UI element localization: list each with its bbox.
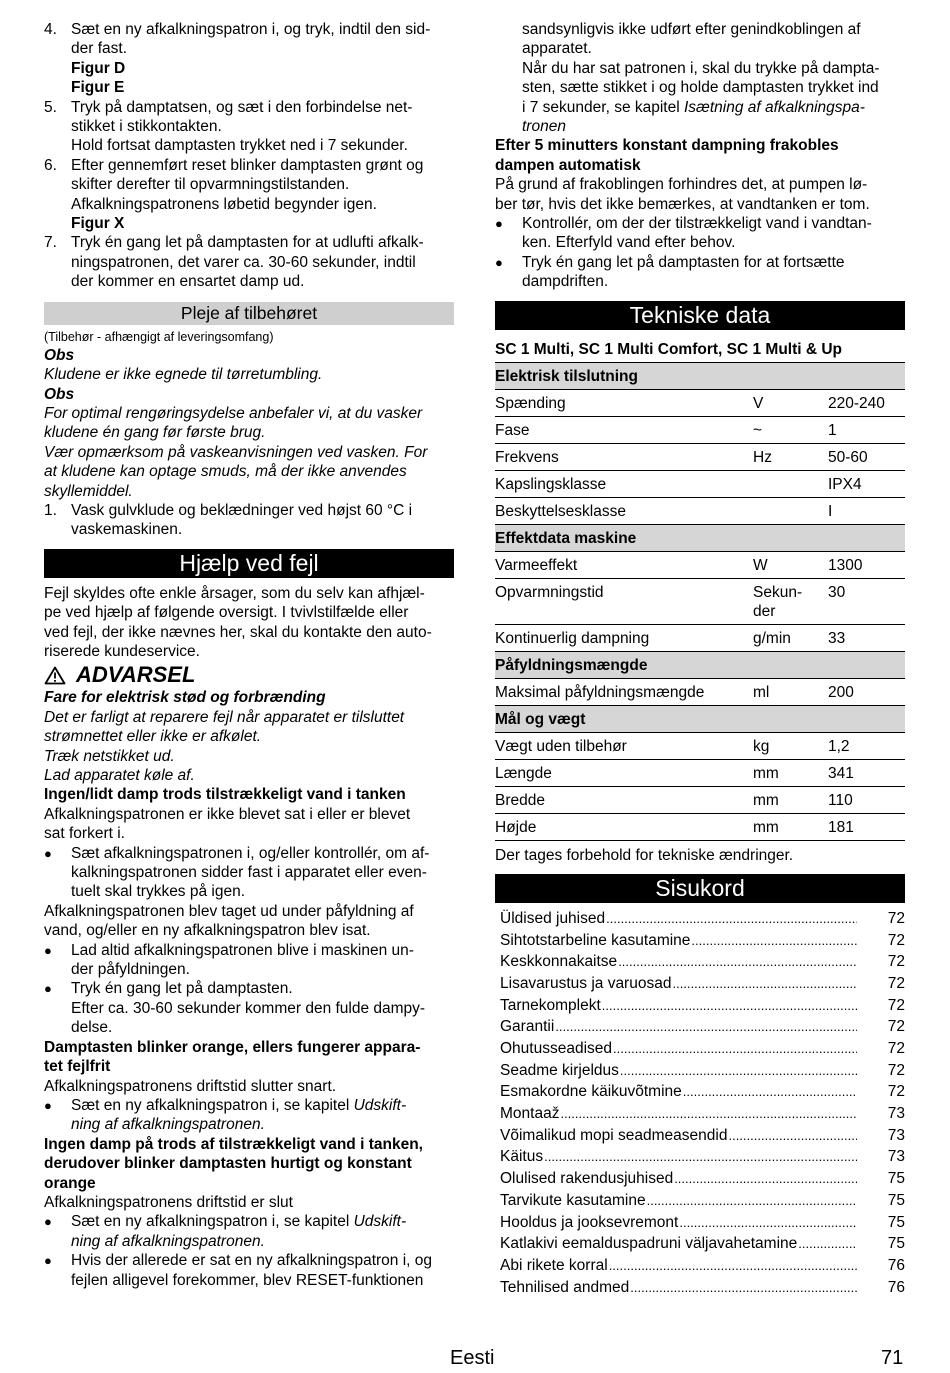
obs-text: Vær opmærksom på vaskeanvisningen ved vasken. For: [44, 443, 428, 461]
warning-text: Det er farligt at reparere fejl når apparatet er tilsluttet: [44, 708, 405, 726]
bullet-item: [44, 979, 454, 1037]
spec-unit: [753, 470, 828, 497]
spec-value: 1,2: [828, 732, 905, 759]
care-subtitle: (Tilbehør - afhængigt af leveringsomfang): [44, 329, 274, 344]
body-text-part: i 7 sekunder, se kapitel: [522, 98, 684, 116]
table-title: SC 1 Multi, SC 1 Multi Comfort, SC 1 Multi & Up: [495, 336, 905, 363]
table-row: [495, 624, 905, 651]
fault-title: Damptasten blinker orange, ellers fungerer appara-: [44, 1038, 421, 1056]
tech-data-table: [495, 336, 905, 841]
toc-entry[interactable]: [500, 1234, 905, 1256]
table-row: [495, 678, 905, 705]
toc-entry-label: Montaaž: [500, 1105, 560, 1123]
table-row: [495, 786, 905, 813]
toc-entry[interactable]: [500, 1191, 905, 1213]
spec-unit: [753, 497, 828, 524]
spec-value: 1: [828, 416, 905, 443]
step-text: Efter gennemført reset blinker damptasten grønt og: [71, 156, 424, 174]
section-label: Effektdata maskine: [495, 524, 905, 551]
table-row: [495, 732, 905, 759]
step-number: 1.: [44, 501, 57, 519]
bullet-icon: ●: [44, 1253, 52, 1269]
obs-label: Obs: [44, 385, 75, 403]
toc-leader-dots: [544, 1147, 857, 1166]
warning-triangle-icon: [44, 666, 66, 685]
warning-text: Træk netstikket ud.: [44, 747, 175, 765]
bullet-item: [495, 253, 905, 292]
step-5: [44, 98, 454, 156]
spec-label: Længde: [495, 759, 753, 786]
bullet-text: Tryk én gang let på damptasten for at fortsætte: [522, 253, 845, 271]
toc-leader-dots: [674, 1169, 857, 1188]
toc-entry-page: 72: [887, 931, 905, 949]
spec-value: 220-240: [828, 389, 905, 416]
figure-ref: Figur X: [71, 215, 125, 233]
chapter-reference: ning af afkalkningspatronen.: [71, 1232, 265, 1250]
step-text: Sæt en ny afkalkningspatron i, og tryk, indtil den sid-: [71, 21, 431, 38]
step-number: 6.: [44, 156, 57, 174]
figure-ref: Figur E: [71, 79, 125, 97]
bullet-icon: ●: [44, 1214, 52, 1230]
toc-entry-label: Võimalikud mopi seadmeasendid: [500, 1126, 728, 1144]
chapter-reference: tronen: [522, 118, 566, 136]
chapter-reference: ning af afkalkningspatronen.: [71, 1116, 265, 1134]
toc-entry-label: Tehnilised andmed: [500, 1278, 630, 1296]
spec-unit: Sekun- der: [753, 578, 828, 624]
toc-entry[interactable]: [500, 1126, 905, 1148]
toc-entry[interactable]: [500, 1104, 905, 1126]
obs-text: at kludene kan optage smuds, må der ikke anvendes: [44, 463, 407, 481]
step-text: vaskemaskinen.: [71, 521, 183, 539]
bullet-item: [44, 941, 454, 980]
footer-language: Eesti: [450, 1347, 495, 1369]
toc-entry-label: Hooldus ja jooksevremont: [500, 1213, 679, 1231]
table-section-row: [495, 651, 905, 678]
tech-note: Der tages forbehold for tekniske ændringer.: [495, 846, 794, 864]
table-section-row: [495, 705, 905, 732]
bullet-icon: ●: [44, 981, 52, 997]
toc-entry-page: 76: [887, 1278, 905, 1296]
toc-entry[interactable]: [500, 1213, 905, 1235]
toc-entry-label: Tarvikute kasutamine: [500, 1191, 646, 1209]
toc-entry-page: 73: [887, 1126, 905, 1144]
toc-leader-dots: [618, 952, 857, 971]
fault-title: Efter 5 minutters konstant dampning frakobles: [495, 137, 839, 155]
spec-label: Fase: [495, 416, 753, 443]
table-row: [495, 551, 905, 578]
obs-label: Obs: [44, 346, 75, 364]
right-column: [495, 20, 905, 1299]
toc-entry-label: Abi rikete korral: [500, 1256, 608, 1274]
bullet-icon: ●: [44, 845, 52, 861]
step-text: skifter derefter til opvarmningstilstanden.: [71, 176, 350, 194]
toc-leader-dots: [728, 1126, 857, 1145]
spec-value: 110: [828, 786, 905, 813]
warning-text: strømnettet eller ikke er afkølet.: [44, 728, 262, 746]
toc-leader-dots: [560, 1104, 857, 1123]
step-number: 7.: [44, 234, 57, 252]
toc-entry-page: 73: [887, 1148, 905, 1166]
help-heading: Hjælp ved fejl: [44, 549, 454, 578]
spec-value: IPX4: [828, 470, 905, 497]
toc-entry[interactable]: [500, 1061, 905, 1083]
toc-entry-page: 72: [887, 1018, 905, 1036]
toc-leader-dots: [630, 1278, 857, 1297]
spec-label: Varmeeffekt: [495, 551, 753, 578]
spec-unit: V: [753, 389, 828, 416]
body-text: sandsynligvis ikke udført efter genindkoblingen af: [522, 21, 861, 38]
spec-value: I: [828, 497, 905, 524]
step-text: Hold fortsat damptasten trykket ned i 7 sekunder.: [71, 137, 408, 155]
bullet-text-part: Sæt en ny afkalkningspatron i, se kapitel: [71, 1213, 354, 1231]
body-text: sten, sætte stikket i og holde damptasten trykket ind: [522, 79, 879, 97]
spec-unit: W: [753, 551, 828, 578]
fault-title: Ingen damp på trods af tilstrækkeligt vand i tanken,: [44, 1135, 423, 1153]
toc-entry-page: 72: [887, 909, 905, 927]
spec-value: 50-60: [828, 443, 905, 470]
bullet-icon: ●: [44, 1097, 52, 1113]
bullet-text: Lad altid afkalkningspatronen blive i maskinen un-: [71, 941, 414, 959]
spec-value: 341: [828, 759, 905, 786]
step-text: der kommer en ensartet damp ud.: [71, 273, 305, 291]
toc-entry-page: 72: [887, 1040, 905, 1058]
bullet-text: Efter ca. 30-60 sekunder kommer den fulde dampy-: [71, 999, 426, 1017]
fault-title: derudover blinker damptasten hurtigt og konstant: [44, 1155, 412, 1173]
help-intro: ved fejl, der ikke nævnes her, skal du kontakte den auto-: [44, 623, 432, 641]
warning-label: ADVARSEL: [76, 662, 196, 688]
toc-entry-label: Käitus: [500, 1148, 544, 1166]
step-6: [44, 156, 454, 234]
bullet-icon: ●: [495, 254, 503, 270]
bullet-text: Hvis der allerede er sat en ny afkalkningspatron i, og: [71, 1252, 433, 1270]
fault-text: Afkalkningspatronen blev taget ud under påfyldning af: [44, 902, 414, 920]
step-text: Vask gulvklude og beklædninger ved højst 60 °C i: [71, 501, 413, 519]
table-row: [495, 497, 905, 524]
toc-leader-dots: [691, 931, 857, 950]
spec-label: Spænding: [495, 389, 753, 416]
toc-entry-page: 76: [887, 1256, 905, 1274]
spec-value: 33: [828, 624, 905, 651]
chapter-reference: Isætning af afkalkningspa-: [684, 98, 865, 116]
bullet-item: [44, 844, 454, 902]
step-text: der fast.: [71, 40, 127, 58]
toc-entry-page: 75: [887, 1235, 905, 1253]
fault-text: Afkalkningspatronen er ikke blevet sat i eller er blevet: [44, 805, 411, 823]
section-label: Elektrisk tilslutning: [495, 362, 905, 389]
help-intro: pe ved hjælp af følgende oversigt. I tvivlstilfælde eller: [44, 604, 409, 622]
spec-unit: ~: [753, 416, 828, 443]
step-4: [44, 20, 454, 98]
toc-entry[interactable]: [500, 1039, 905, 1061]
table-row: [495, 813, 905, 840]
table-section-row: [495, 524, 905, 551]
chapter-reference: Udskift-: [353, 1096, 407, 1114]
toc-entry-page: 72: [887, 953, 905, 971]
toc-leader-dots: [683, 1082, 857, 1101]
help-intro: Fejl skyldes ofte enkle årsager, som du selv kan afhjæl-: [44, 584, 425, 602]
toc-leader-dots: [609, 1256, 857, 1275]
table-title-row: [495, 336, 905, 363]
toc-entry[interactable]: [500, 1169, 905, 1191]
body-text: Når du har sat patronen i, skal du trykke på dampta-: [522, 59, 880, 77]
toc-entry-label: Seadme kirjeldus: [500, 1061, 619, 1079]
toc-entry-page: 73: [887, 1105, 905, 1123]
step-text: Tryk på damptatsen, og sæt i den forbindelse net-: [71, 98, 413, 116]
step-text: Afkalkningspatronens løbetid begynder igen.: [71, 195, 377, 213]
spec-value: 30: [828, 578, 905, 624]
toc-entry-page: 75: [887, 1170, 905, 1188]
bullet-text: tuelt skal trykkes på igen.: [71, 883, 246, 901]
toc-entry-label: Ohutusseadised: [500, 1040, 613, 1058]
toc-entry-label: Garantii: [500, 1018, 555, 1036]
body-text: [522, 98, 905, 117]
fault-text: Afkalkningspatronens driftstid er slut: [44, 1193, 293, 1211]
spec-unit: mm: [753, 759, 828, 786]
bullet-text: Sæt afkalkningspatronen i, og/eller kontrollér, om af-: [71, 844, 430, 862]
toc-entry[interactable]: [500, 996, 905, 1018]
step-7: [44, 233, 454, 291]
page-number: 71: [881, 1347, 904, 1369]
step-text: Tryk én gang let på damptasten for at udlufti afkalk-: [71, 234, 424, 252]
spec-unit: g/min: [753, 624, 828, 651]
table-row: [495, 578, 905, 624]
bullet-icon: ●: [44, 942, 52, 958]
toc-leader-dots: [798, 1234, 857, 1253]
toc-entry[interactable]: [500, 1256, 905, 1278]
step-text: ningspatronen, det varer ca. 30-60 sekunder, indtil: [71, 253, 416, 271]
toc-entry[interactable]: [500, 1017, 905, 1039]
obs-text: For optimal rengøringsydelse anbefaler vi, at du vasker: [44, 404, 423, 422]
section-label: Påfyldningsmængde: [495, 651, 905, 678]
fault-title: tet fejlfrit: [44, 1058, 111, 1076]
toc-entry[interactable]: [500, 909, 905, 931]
toc-entry-label: Üldised juhised: [500, 909, 606, 927]
spec-label: Opvarmningstid: [495, 578, 753, 624]
obs-text: Kludene er ikke egnede til tørretumbling.: [44, 366, 323, 384]
toc-entry[interactable]: [500, 1147, 905, 1169]
fault-text: vand, og/eller en ny afkalkningspatron blev isat.: [44, 922, 371, 940]
obs-text: skyllemiddel.: [44, 482, 133, 500]
toc-entry-label: Olulised rakendusjuhised: [500, 1170, 674, 1188]
toc-entry-label: Tarnekomplekt: [500, 996, 601, 1014]
toc-leader-dots: [613, 1039, 857, 1058]
step-number: 4.: [44, 21, 57, 38]
toc-leader-dots: [679, 1213, 857, 1232]
left-column: [44, 20, 454, 1290]
spec-label: Beskyttelsesklasse: [495, 497, 753, 524]
toc-entry-page: 72: [887, 996, 905, 1014]
wash-step: [44, 501, 454, 540]
spec-unit: mm: [753, 813, 828, 840]
help-intro: riserede kundeservice.: [44, 642, 200, 660]
bullet-text: delse.: [71, 1019, 113, 1037]
spec-unit: Hz: [753, 443, 828, 470]
tech-data-heading: Tekniske data: [495, 301, 905, 330]
spec-label: Frekvens: [495, 443, 753, 470]
reset-continuation: [495, 20, 905, 136]
table-row: [495, 759, 905, 786]
bullet-text-part: Sæt en ny afkalkningspatron i, se kapitel: [71, 1096, 354, 1114]
bullet-text: Tryk én gang let på damptasten.: [71, 980, 293, 998]
bullet-item: [44, 1096, 454, 1135]
table-row: [495, 443, 905, 470]
care-heading: Pleje af tilbehøret: [44, 302, 454, 325]
bullet-text: der påfyldningen.: [71, 961, 190, 979]
toc-entry[interactable]: [500, 952, 905, 974]
chapter-reference: Udskift-: [353, 1213, 407, 1231]
table-section-row: [495, 362, 905, 389]
spec-label: Kontinuerlig dampning: [495, 624, 753, 651]
fault-title: Ingen/lidt damp trods tilstrækkeligt vand i tanken: [44, 786, 406, 804]
toc-entry-label: Keskkonnakaitse: [500, 953, 618, 971]
fault-text: sat forkert i.: [44, 825, 125, 843]
bullet-text: Kontrollér, om der der tilstrækkeligt vand i vandtan-: [522, 215, 872, 233]
toc-heading: Sisukord: [495, 874, 905, 903]
bullet-text: ken. Efterfyld vand efter behov.: [522, 234, 736, 252]
bullet-item: [44, 1251, 454, 1290]
table-row: [495, 416, 905, 443]
step-number: 5.: [44, 98, 57, 116]
obs-text: kludene én gang før første brug.: [44, 424, 266, 442]
toc-entry[interactable]: [500, 931, 905, 953]
toc-leader-dots: [620, 1061, 857, 1080]
spec-label: Højde: [495, 813, 753, 840]
bullet-icon: ●: [495, 216, 503, 232]
bullet-text: dampdriften.: [522, 273, 609, 291]
warning-subtitle: Fare for elektrisk stød og forbrænding: [44, 689, 326, 707]
bullet-item: [44, 1212, 454, 1251]
spec-label: Bredde: [495, 786, 753, 813]
fault-title: orange: [44, 1174, 96, 1192]
bullet-item: [495, 214, 905, 253]
spec-unit: mm: [753, 786, 828, 813]
toc-leader-dots: [647, 1191, 857, 1210]
toc-entry[interactable]: [500, 1278, 905, 1300]
spec-unit: ml: [753, 678, 828, 705]
toc-entry[interactable]: [500, 1082, 905, 1104]
toc-leader-dots: [602, 996, 857, 1015]
toc-leader-dots: [555, 1017, 857, 1036]
table-row: [495, 470, 905, 497]
warning-title: [44, 662, 454, 688]
toc-list: [495, 909, 905, 1299]
toc-leader-dots: [672, 974, 857, 993]
figure-ref: Figur D: [71, 59, 126, 77]
toc-entry-page: 75: [887, 1213, 905, 1231]
fault-text: På grund af frakoblingen forhindres det, at pumpen lø-: [495, 176, 868, 194]
fault-text: Afkalkningspatronens driftstid slutter snart.: [44, 1077, 337, 1095]
toc-entry-label: Esmakordne käikuvõtmine: [500, 1083, 682, 1101]
spec-label: Maksimal påfyldningsmængde: [495, 678, 753, 705]
spec-unit: kg: [753, 732, 828, 759]
fault-title: dampen automatisk: [495, 156, 641, 174]
spec-label: Kapslingsklasse: [495, 470, 753, 497]
table-row: [495, 389, 905, 416]
bullet-text: fejlen alligevel forekommer, blev RESET-funktionen: [71, 1271, 424, 1289]
section-label: Mål og vægt: [495, 705, 905, 732]
toc-entry-page: 72: [887, 974, 905, 992]
toc-entry-page: 72: [887, 1061, 905, 1079]
body-text: apparatet.: [522, 40, 592, 58]
bullet-text: [71, 1212, 406, 1231]
spec-label: Vægt uden tilbehør: [495, 732, 753, 759]
step-text: stikket i stikkontakten.: [71, 118, 222, 136]
spec-value: 200: [828, 678, 905, 705]
toc-leader-dots: [606, 909, 857, 928]
fault-text: ber tør, hvis det ikke bemærkes, at vandtanken er tom.: [495, 195, 870, 213]
spec-value: 1300: [828, 551, 905, 578]
spec-value: 181: [828, 813, 905, 840]
toc-entry-page: 72: [887, 1083, 905, 1101]
bullet-text: kalkningspatronen sidder fast i apparatet eller even-: [71, 864, 427, 882]
toc-entry-label: Katlakivi eemalduspadruni väljavahetamine: [500, 1235, 798, 1253]
toc-entry[interactable]: [500, 974, 905, 996]
toc-entry-label: Lisavarustus ja varuosad: [500, 974, 672, 992]
bullet-text: [71, 1096, 406, 1115]
toc-entry-page: 75: [887, 1191, 905, 1209]
warning-text: Lad apparatet køle af.: [44, 767, 195, 784]
toc-entry-label: Sihtotstarbeline kasutamine: [500, 931, 691, 949]
